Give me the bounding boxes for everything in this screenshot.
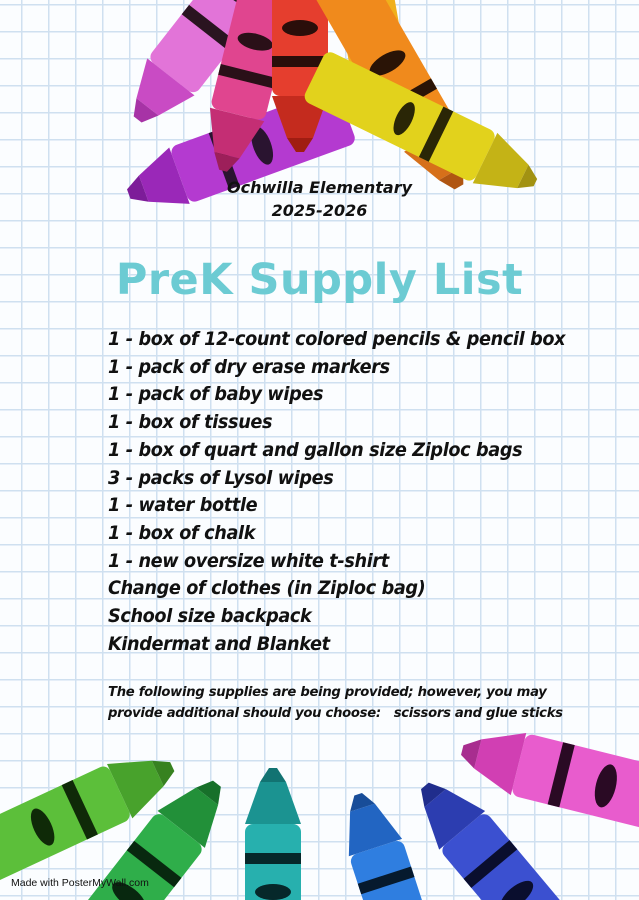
supply-item: 1 - box of quart and gallon size Ziploc bags	[108, 438, 523, 461]
supply-item: 1 - box of tissues	[108, 411, 273, 434]
supply-item: School size backpack	[108, 605, 312, 628]
supply-item: 1 - water bottle	[108, 494, 258, 517]
supply-list	[108, 326, 565, 658]
supply-item: 1 - pack of dry erase markers	[108, 355, 390, 378]
provided-supplies-note	[108, 682, 628, 724]
supply-item: 1 - box of 12-count colored pencils & pencil box	[108, 328, 566, 350]
supply-item: Change of clothes (in Ziploc bag)	[108, 577, 426, 600]
school-header	[0, 176, 639, 222]
supply-item: 1 - pack of baby wipes	[108, 383, 324, 406]
school-name: Ochwilla Elementary	[226, 178, 413, 197]
page-title: PreK Supply List	[115, 255, 524, 305]
footer-credit: Made with PosterMyWall.com	[11, 877, 149, 889]
supply-item: 3 - packs of Lysol wipes	[108, 466, 334, 489]
school-year: 2025-2026	[271, 201, 368, 220]
supply-item: Kindermat and Blanket	[108, 632, 330, 655]
teal-crayon	[245, 768, 301, 900]
supply-item: 1 - new oversize white t-shirt	[108, 549, 389, 572]
supply-item: 1 - box of chalk	[108, 521, 256, 544]
note-line-1: The following supplies are being provided; however, you may	[108, 685, 547, 700]
note-line-2: provide additional should you choose: scissors and glue sticks	[108, 706, 563, 721]
